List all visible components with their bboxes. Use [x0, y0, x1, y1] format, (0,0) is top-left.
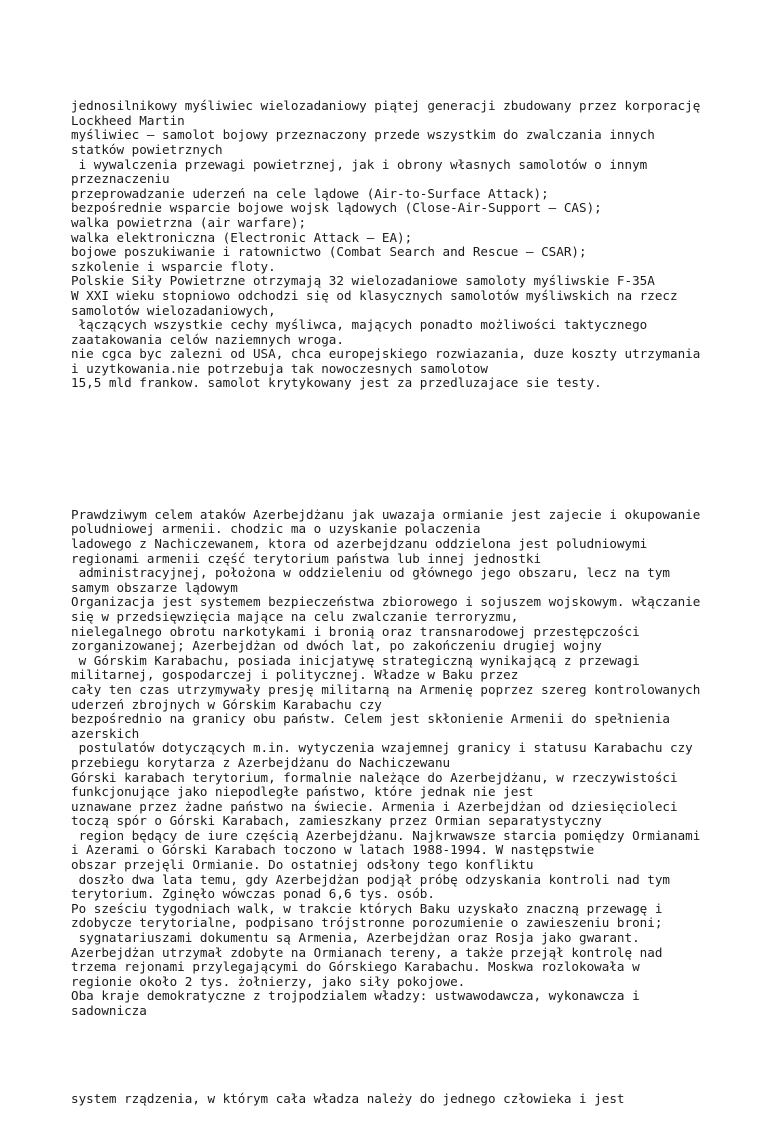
text-line: Azerbejdżan utrzymał zdobyte na Ormianach tereny, a także przejął kontrolę nad: [71, 944, 663, 960]
text-line: i Azerami o Górski Karabach toczono w latach 1988-1994. W następstwie: [71, 842, 595, 858]
text-line: myśliwiec – samolot bojowy przeznaczony przede wszystkim do zwalczania innych: [71, 127, 655, 143]
text-line: administracyjnej, położona w oddzieleniu od głównego jego obszaru, lecz na tym: [71, 565, 670, 581]
text-line: w Górskim Karabachu, posiada inicjatywę strategiczną wynikającą z przewagi: [71, 652, 640, 668]
text-line: poludniowej armenii. chodzic ma o uzyskanie polaczenia: [71, 521, 481, 537]
text-line: zdobycze terytorialne, podpisano trójstronne porozumienie o zawieszeniu broni;: [71, 915, 663, 931]
text-line: zorganizowanej; Azerbejdżan od dwóch lat, po zakończeniu drugiej wojny: [71, 638, 602, 654]
text-line: sadownicza: [71, 1003, 147, 1018]
section-karabach: [71, 508, 711, 1019]
section-system: [71, 1092, 711, 1107]
text-line: uderzeń zbrojnych w Górskim Karabachu czy: [71, 696, 382, 712]
text-line: samolotów wielozadaniowych,: [71, 302, 276, 318]
text-line: Oba kraje demokratyczne z trojpodzialem władzy: ustwawodawcza, wykonawcza i: [71, 988, 640, 1004]
text-line: terytorium. Zginęło wówczas ponad 6,6 tys. osób.: [71, 886, 435, 902]
text-line: łączących wszystkie cechy myśliwca, mających ponadto możliwości taktycznego: [71, 317, 648, 333]
text-line: przeznaczeniu: [71, 171, 170, 187]
text-line: 15,5 mld frankow. samolot krytykowany jest za przedluzajace sie testy.: [71, 375, 602, 391]
text-line: funkcjonujące jako niepodległe państwo, które jednak nie jest: [71, 784, 534, 800]
text-line: Po sześciu tygodniach walk, w trakcie których Baku uzyskało znaczną przewagę i: [71, 900, 663, 916]
text-line: nielegalnego obrotu narkotykami i bronią oraz transnarodowej przestępczości: [71, 623, 640, 639]
text-line: bezpośrednie wsparcie bojowe wojsk lądowych (Close-Air-Support – CAS);: [71, 200, 602, 216]
paragraph-gap: [71, 1048, 711, 1063]
text-line: walka powietrzna (air warfare);: [71, 214, 307, 230]
text-line: obszar przejęli Ormianie. Do ostatniej odsłony tego konfliktu: [71, 857, 534, 873]
paragraph-gap: [71, 420, 711, 435]
text-line: walka elektroniczna (Electronic Attack – EA);: [71, 229, 413, 245]
text-line: system rządzenia, w którym cała władza należy do jednego człowieka i jest: [71, 1090, 625, 1106]
text-line: Polskie Siły Powietrzne otrzymają 32 wielozadaniowe samoloty myśliwskie F-35A: [71, 273, 655, 289]
text-line: doszło dwa lata temu, gdy Azerbejdżan podjął próbę odzyskania kontroli nad tym: [71, 871, 670, 887]
section-f35: [71, 99, 711, 391]
text-line: Organizacja jest systemem bezpieczeństwa zbiorowego i sojuszem wojskowym. włączanie: [71, 594, 701, 610]
text-line: statków powietrznych: [71, 141, 223, 157]
text-line: bojowe poszukiwanie i ratownictwo (Combat Search and Rescue – CSAR);: [71, 244, 587, 260]
text-line: przebiegu korytarza z Azerbejdżanu do Nachiczewanu: [71, 754, 451, 770]
document-page: [71, 70, 711, 1121]
text-line: W XXI wieku stopniowo odchodzi się od klasycznych samolotów myśliwskich na rzecz: [71, 287, 678, 303]
text-line: zaatakowania celów naziemnych wroga.: [71, 331, 344, 347]
text-line: Prawdziwym celem ataków Azerbejdżanu jak uwazaja ormianie jest zajecie i okupowanie: [71, 506, 701, 522]
paragraph-gap: [71, 464, 711, 479]
text-line: bezpośrednio na granicy obu państw. Celem jest skłonienie Armenii do spełnienia: [71, 711, 670, 727]
text-line: sygnatariuszami dokumentu są Armenia, Azerbejdżan oraz Rosja jako gwarant.: [71, 930, 640, 946]
text-line: postulatów dotyczących m.in. wytyczenia wzajemnej granicy i statusu Karabachu czy: [71, 740, 693, 756]
text-line: regionie około 2 tys. żołnierzy, jako siły pokojowe.: [71, 973, 466, 989]
text-line: i wywalczenia przewagi powietrznej, jak i obrony własnych samolotów o innym: [71, 156, 648, 172]
text-line: samym obszarze lądowym: [71, 579, 238, 595]
text-line: się w przedsięwzięcia mające na celu zwalczanie terroryzmu,: [71, 608, 519, 624]
text-line: Górski karabach terytorium, formalnie należące do Azerbejdżanu, w rzeczywistości: [71, 769, 678, 785]
text-line: region będący de iure częścią Azerbejdżanu. Najkrwawsze starcia pomiędzy Ormianami: [71, 827, 701, 843]
text-line: cały ten czas utrzymywały presję militarną na Armenię poprzez szereg kontrolowanych: [71, 681, 701, 697]
text-line: Lockheed Martin: [71, 112, 185, 128]
text-line: i uzytkowania.nie potrzebuja tak nowoczesnych samolotow: [71, 360, 489, 376]
text-line: szkolenie i wsparcie floty.: [71, 258, 276, 274]
text-line: przeprowadzanie uderzeń na cele lądowe (Air-to-Surface Attack);: [71, 185, 549, 201]
text-line: jednosilnikowy myśliwiec wielozadaniowy piątej generacji zbudowany przez korporację: [71, 98, 701, 114]
text-line: regionami armenii część terytorium państwa lub innej jednostki: [71, 550, 542, 566]
text-line: militarnej, gospodarczej i politycznej. Władze w Baku przez: [71, 667, 519, 683]
text-line: trzema rejonami przylegającymi do Górskiego Karabachu. Moskwa rozlokowała w: [71, 959, 640, 975]
text-line: azerskich: [71, 725, 140, 741]
text-line: uznawane przez żadne państwo na świecie. Armenia i Azerbejdżan od dziesięcioleci: [71, 798, 678, 814]
text-line: nie cgca byc zalezni od USA, chca europejskiego rozwiazania, duze koszty utrzymania: [71, 346, 701, 362]
text-line: toczą spór o Górski Karabach, zamieszkany przez Ormian separatystyczny: [71, 813, 602, 829]
text-line: ladowego z Nachiczewanem, ktora od azerbejdzanu oddzielona jest poludniowymi: [71, 536, 648, 551]
